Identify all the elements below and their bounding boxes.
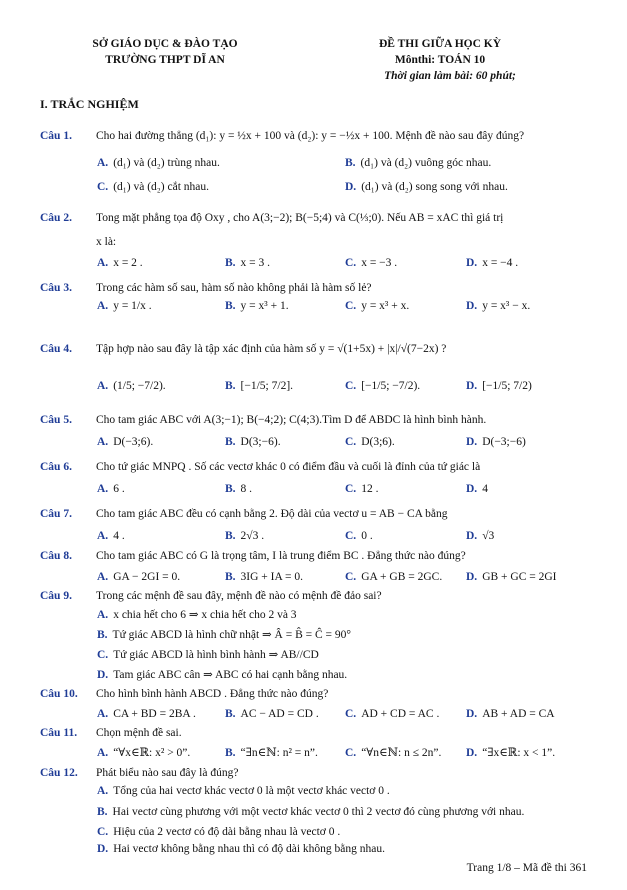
option-label: B. — [225, 483, 236, 495]
option-label: D. — [97, 669, 109, 681]
option-text: Tam giác ABC cân ⇒ ABC có hai cạnh bằng nhau. — [113, 669, 348, 681]
option-text: (d₁) và (d₂) vuông góc nhau. — [360, 157, 492, 169]
option-text: x = 3 . — [240, 257, 271, 269]
school-name: TRƯỜNG THPT DĨ AN — [105, 54, 225, 66]
option-text: GA − 2GI = 0. — [113, 571, 181, 583]
answer-option[interactable] — [345, 571, 442, 583]
question-text: Cho tam giác ABC đều có cạnh bằng 2. Độ dài của vectơ u = AB − CA bằng — [96, 508, 448, 520]
answer-option[interactable] — [345, 436, 395, 448]
answer-option[interactable] — [97, 181, 209, 193]
option-text: D(3;−6). — [240, 436, 281, 448]
question-text: Tập hợp nào sau đây là tập xác định của hàm số y = √(1+5x) + |x|/√(7−2x) ? — [96, 343, 447, 355]
option-label: C. — [345, 708, 357, 720]
option-label: A. — [97, 747, 109, 759]
answer-option[interactable] — [97, 300, 152, 312]
option-label: B. — [225, 380, 236, 392]
answer-option[interactable] — [225, 708, 319, 720]
answer-option[interactable] — [345, 530, 373, 542]
answer-option[interactable] — [225, 483, 252, 495]
option-text: 0 . — [361, 530, 373, 542]
option-text: 2√3 . — [240, 530, 265, 542]
option-label: A. — [97, 708, 109, 720]
option-text: (1/5; −7/2). — [113, 380, 166, 392]
option-label: C. — [345, 300, 357, 312]
option-text: x = 2 . — [113, 257, 143, 269]
option-label: B. — [97, 629, 108, 641]
answer-option[interactable] — [466, 300, 530, 312]
answer-option[interactable] — [466, 745, 555, 759]
option-label: A. — [97, 300, 109, 312]
option-text: √3 — [482, 530, 495, 542]
answer-option[interactable] — [97, 436, 153, 448]
answer-option[interactable] — [345, 257, 397, 269]
option-text: AD + CD = AC . — [361, 708, 440, 720]
question-text: Cho hai đường thẳng (d₁): y = ½x + 100 và (d₂): y = −½x + 100. Mệnh đề nào sau đây đúng? — [96, 130, 525, 142]
option-label: D. — [466, 380, 478, 392]
option-label: D. — [466, 300, 478, 312]
department-name: SỞ GIÁO DỤC & ĐÀO TẠO — [92, 38, 238, 50]
answer-option[interactable] — [345, 380, 420, 392]
option-label: C. — [97, 826, 109, 838]
option-text: AB + AD = CA — [482, 708, 555, 720]
option-label: B. — [345, 157, 356, 169]
option-label: B. — [225, 708, 236, 720]
question-number: Câu 7. — [40, 508, 72, 520]
answer-option[interactable] — [225, 571, 303, 583]
question-number: Câu 4. — [40, 343, 72, 355]
option-label: C. — [345, 380, 357, 392]
option-text: “∀n∈ℕ: n ≤ 2n”. — [361, 747, 442, 759]
question-number: Câu 11. — [40, 727, 78, 739]
option-label: A. — [97, 380, 109, 392]
option-text: D(3;6). — [361, 436, 395, 448]
answer-option[interactable] — [97, 571, 180, 583]
answer-option[interactable] — [345, 745, 441, 759]
option-text: [−1/5; −7/2). — [361, 380, 421, 392]
option-text: 4 — [482, 483, 488, 495]
answer-option[interactable] — [466, 571, 557, 583]
exam-title: ĐỀ THI GIỮA HỌC KỲ — [378, 38, 502, 50]
option-label: C. — [97, 649, 109, 661]
question-number: Câu 1. — [40, 130, 72, 142]
option-label: C. — [345, 747, 357, 759]
exam-duration: Thời gian làm bài: 60 phút; — [384, 70, 516, 82]
option-text: AC − AD = CD . — [240, 708, 319, 720]
question-text: Tong mặt phẳng tọa độ Oxy , cho A(3;−2); B(−5;4) và C(⅓;0). Nếu AB = xAC thì giá trị — [96, 212, 504, 224]
answer-option[interactable] — [97, 380, 166, 392]
option-label: C. — [345, 257, 357, 269]
answer-option[interactable] — [97, 745, 190, 759]
option-label: C. — [345, 530, 357, 542]
question-number: Câu 8. — [40, 550, 72, 562]
option-text: 8 . — [240, 483, 253, 495]
option-text: 12 . — [361, 483, 379, 495]
option-text: 6 . — [113, 483, 125, 495]
option-text: D(−3;−6) — [482, 436, 526, 448]
option-label: D. — [466, 708, 478, 720]
option-label: B. — [225, 747, 236, 759]
answer-option[interactable] — [466, 436, 526, 448]
option-label: A. — [97, 436, 109, 448]
answer-option[interactable] — [466, 530, 494, 542]
option-text: y = x³ + 1. — [240, 300, 289, 312]
option-label: D. — [466, 436, 478, 448]
question-text: Cho hình bình hành ABCD . Đẳng thức nào đúng? — [96, 688, 329, 700]
option-label: A. — [97, 785, 109, 797]
option-text: “∃x∈ℝ: x < 1”. — [482, 747, 556, 759]
question-number: Câu 5. — [40, 414, 72, 426]
question-number: Câu 9. — [40, 590, 72, 602]
option-text: y = 1/x . — [113, 300, 152, 312]
answer-option[interactable] — [97, 667, 347, 681]
answer-option[interactable] — [225, 745, 318, 759]
answer-option[interactable] — [97, 647, 319, 661]
option-label: A. — [97, 571, 109, 583]
exam-subject: Mônthi: TOÁN 10 — [394, 54, 486, 66]
option-label: D. — [466, 257, 478, 269]
answer-option[interactable] — [225, 257, 270, 269]
question-text: Phát biểu nào sau đây là đúng? — [96, 767, 239, 779]
option-label: D. — [466, 571, 478, 583]
option-text: y = x³ − x. — [482, 300, 531, 312]
option-text: Tứ giác ABCD là hình bình hành ⇒ AB//CD — [113, 649, 319, 661]
answer-option[interactable] — [225, 436, 281, 448]
option-label: A. — [97, 609, 109, 621]
option-text: x chia hết cho 6 ⇒ x chia hết cho 2 và 3 — [113, 609, 297, 621]
option-text: D(−3;6). — [113, 436, 154, 448]
option-text: Tứ giác ABCD là hình chữ nhật ⇒ Â = B̂ = Ĉ = 90° — [112, 629, 351, 641]
option-text: Tổng của hai vectơ khác vectơ 0 là một vectơ khác vectơ 0 . — [113, 785, 390, 797]
option-text: “∀x∈ℝ: x² > 0”. — [113, 747, 191, 759]
question-text: Trong các mệnh đề sau đây, mệnh đề nào có mệnh đề đảo sai? — [96, 590, 382, 602]
option-text: Hai vectơ cùng phương với một vectơ khác vectơ 0 thì 2 vectơ đó cùng phương với nhau. — [112, 806, 525, 818]
answer-option[interactable] — [345, 483, 378, 495]
question-text: Cho tứ giác MNPQ . Số các vectơ khác 0 có điểm đầu và cuối là đỉnh của tứ giác là — [96, 461, 481, 473]
question-text: Trong các hàm số sau, hàm số nào không phải là hàm số lẻ? — [96, 282, 372, 294]
page-footer: Trang 1/8 – Mã đề thi 361 — [466, 862, 587, 874]
option-label: D. — [97, 843, 109, 855]
option-label: C. — [345, 436, 357, 448]
option-text: [−1/5; 7/2]. — [240, 380, 294, 392]
question-text: Cho tam giác ABC với A(3;−1); B(−4;2); C(4;3).Tìm D để ABDC là hình bình hành. — [96, 414, 487, 426]
answer-option[interactable] — [97, 806, 524, 818]
answer-option[interactable] — [466, 257, 518, 269]
option-label: B. — [225, 436, 236, 448]
option-text: (d₁) và (d₂) trùng nhau. — [113, 157, 220, 169]
answer-option[interactable] — [225, 380, 293, 392]
option-label: D. — [466, 483, 478, 495]
question-number: Câu 6. — [40, 461, 72, 473]
option-text: 4 . — [113, 530, 125, 542]
answer-option[interactable] — [466, 483, 488, 495]
option-label: B. — [225, 571, 236, 583]
option-label: B. — [97, 806, 108, 818]
option-text: GA + GB = 2GC. — [361, 571, 443, 583]
answer-option[interactable] — [225, 300, 289, 312]
answer-option[interactable] — [345, 157, 491, 169]
option-text: [−1/5; 7/2) — [482, 380, 532, 392]
answer-option[interactable] — [225, 530, 264, 542]
answer-option[interactable] — [97, 843, 385, 855]
option-text: Hai vectơ không bằng nhau thì có độ dài không bằng nhau. — [113, 843, 385, 855]
answer-option[interactable] — [345, 708, 439, 720]
option-label: B. — [225, 530, 236, 542]
option-text: 3IG + IA = 0. — [240, 571, 304, 583]
answer-option[interactable] — [466, 380, 532, 392]
answer-option[interactable] — [97, 257, 143, 269]
question-text: Cho tam giác ABC có G là trọng tâm, I là trung điểm BC . Đẳng thức nào đúng? — [96, 550, 466, 562]
option-text: x = −3 . — [361, 257, 398, 269]
option-text: x = −4 . — [482, 257, 519, 269]
question-text-continued: x là: — [96, 236, 117, 248]
answer-option[interactable] — [97, 708, 196, 720]
option-label: D. — [466, 530, 478, 542]
section-title: I. TRẮC NGHIỆM — [40, 97, 139, 111]
question-number: Câu 2. — [40, 212, 72, 224]
option-label: C. — [97, 181, 109, 193]
question-number: Câu 12. — [40, 767, 78, 779]
answer-option[interactable] — [345, 300, 409, 312]
answer-option[interactable] — [97, 627, 351, 641]
option-text: “∃n∈ℕ: n² = n”. — [240, 747, 318, 759]
answer-option[interactable] — [97, 607, 297, 621]
question-number: Câu 3. — [40, 282, 72, 294]
option-label: B. — [225, 257, 236, 269]
answer-option[interactable] — [97, 530, 125, 542]
answer-option[interactable] — [97, 826, 340, 838]
question-text: Chọn mệnh đề sai. — [96, 727, 182, 739]
option-text: CA + BD = 2BA . — [113, 708, 196, 720]
option-text: y = x³ + x. — [361, 300, 410, 312]
option-label: A. — [97, 530, 109, 542]
answer-option[interactable] — [345, 181, 508, 193]
option-label: D. — [466, 747, 478, 759]
answer-option[interactable] — [466, 708, 555, 720]
option-label: B. — [225, 300, 236, 312]
option-text: Hiệu của 2 vectơ có độ dài bằng nhau là vectơ 0 . — [113, 826, 341, 838]
option-label: C. — [345, 483, 357, 495]
answer-option[interactable] — [97, 483, 125, 495]
question-number: Câu 10. — [40, 688, 78, 700]
option-label: D. — [345, 181, 357, 193]
option-text: GB + GC = 2GI — [482, 571, 557, 583]
answer-option[interactable] — [97, 785, 390, 797]
option-label: A. — [97, 257, 109, 269]
option-label: A. — [97, 157, 109, 169]
option-text: (d₁) và (d₂) song song với nhau. — [361, 181, 508, 193]
option-label: A. — [97, 483, 109, 495]
option-label: C. — [345, 571, 357, 583]
answer-option[interactable] — [97, 157, 220, 169]
option-text: (d₁) và (d₂) cắt nhau. — [113, 181, 210, 193]
